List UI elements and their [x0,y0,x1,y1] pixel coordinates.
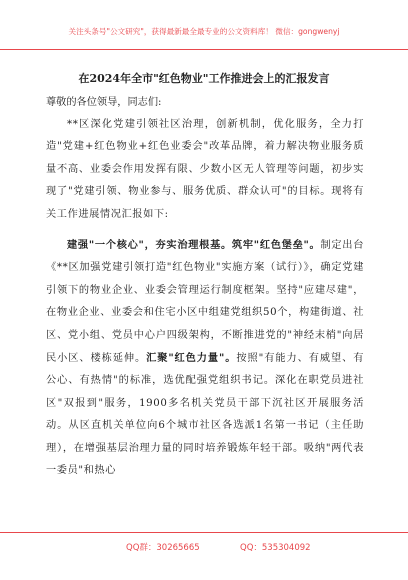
header-banner [0,0,408,62]
footer-qq: QQ：535304092 [240,543,311,553]
section-subheading: 汇聚"红色力量"。 [146,352,237,365]
intro-paragraph: **区深化党建引领社区治理，创新机制，优化服务，全力打造"党建+红色物业+红色业委会"改革品牌，着力解决物业服务质量不高、业委会作用发挥有限、少数小区无人管理等问题，初步实现了"党建引领、物业参与、服务优质、群众认可"的目标。现将有关工作进展情况汇报如下: [46,119,364,220]
banner-divider [0,49,408,50]
document-title: 在2024年全市"红色物业"工作推进会上的汇报发言 [78,72,330,85]
document-text [46,114,364,483]
document-body [0,62,408,532]
section-heading: 建强"一个核心"，夯实治理根基。筑牢"红色堡垒"。 [67,239,321,252]
footer-divider [0,532,408,533]
section-text-2: 按照"有能力、有威望、有公心、有热情"的标准，选优配强党组织书记。深化在职党员进社区"双报到"服务，1900多名机关党员干部下沉社区开展服务活动。从区直机关单位向6个城市社区各选派1名第一书记（主任助理），在增强基层治理力量的同时培养锻炼年轻干部。吸纳"两代表一委员"和热心 [46,353,365,477]
salutation: 尊敬的各位领导，同志们: [46,97,162,108]
footer-qq-group: QQ群：30265665 [126,543,200,553]
footer [0,532,408,580]
paragraph-gap [46,226,364,234]
banner-text: 关注头条号"公文研究"，获得最新最全最专业的公文资料库！ 微信：gongwenyj [68,27,340,36]
section-text-1: 制定出台《**区加强党建引领打造"红色物业"实施方案（试行）》，确定党建引领下的物业企业、业委会管理运行制度框架。坚持"应建尽建"，在物业企业、业委会和住宅小区中组建党组织50个，构建街道、社区、党小组、党员中心户四级架构，不断推进党的"神经末梢"向居民小区、楼栋延伸。 [46,240,364,365]
section-paragraph [46,234,364,482]
